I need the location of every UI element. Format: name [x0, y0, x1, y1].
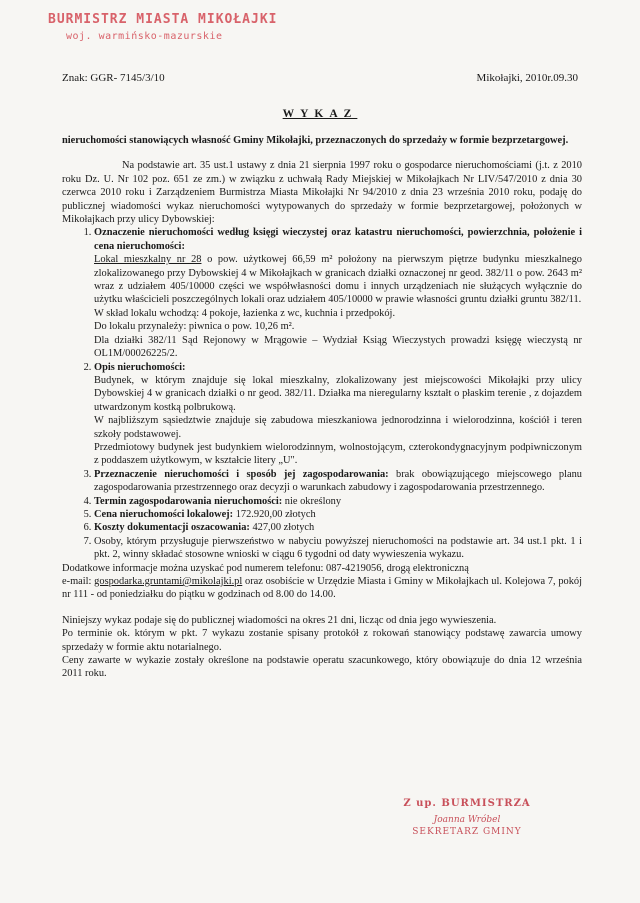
office-stamp: [48, 12, 278, 42]
item-4-text: nie określony: [282, 495, 342, 507]
document-meta: [62, 72, 578, 84]
item-5-heading: Cena nieruchomości lokalowej:: [94, 508, 234, 520]
signature-line-1: Z up. BURMISTRZA: [403, 798, 531, 809]
list-item: [94, 535, 582, 562]
contact-rest: oraz osobiście w Urzędzie Miasta i Gminy w Mikołajkach ul. Kolejowa 7, pokój nr 111 - od poniedziałku do piątku w godzinach od 8.00 do 14.00.: [62, 576, 582, 601]
item-1-rooms: W skład lokalu wchodzą: 4 pokoje, łazienka z wc, kuchnia i przedpokój.: [94, 307, 396, 319]
signature-stamp: [392, 798, 542, 837]
list-item: [94, 495, 582, 508]
signature-line-2: Joanna Wróbel: [433, 815, 501, 825]
subtitle: nieruchomości stanowiących własność Gminy Mikołajki, przeznaczonych do sprzedaży w formie bezprzetargowej.: [62, 135, 569, 146]
item-7-text: Osoby, którym przysługuje pierwszeństwo w nabyciu powyższej nieruchomości na podstawie art. 34 ust.1 pkt. 1 i pkt. 2, winny składać stosowne wnioski w ciągu 6 tygodni od daty wywieszenia wykazu.: [94, 535, 582, 561]
contact-email-label: e-mail:: [62, 576, 95, 587]
signature-line-3: SEKRETARZ GMINY: [412, 827, 522, 837]
item-1-cellar: Do lokalu przynależy: piwnica o pow. 10,26 m².: [94, 321, 295, 333]
reference-sign: Znak: GGR- 7145/3/10: [62, 72, 165, 84]
document-body: [62, 134, 582, 681]
contact-email-link[interactable]: gospodarka.gruntami@mikolajki.pl: [94, 576, 243, 587]
item-6-heading: Koszty dokumentacji oszacowania:: [94, 522, 250, 534]
contact-info: [62, 562, 582, 602]
list-item: [94, 468, 582, 495]
item-1-land-registry: Dla działki 382/11 Sąd Rejonowy w Mrągowie – Wydział Ksiąg Wieczystych prowadzi księgę wieczystą nr OL1M/00026225/2.: [94, 334, 582, 360]
place-date: Mikołajki, 2010r.09.30: [476, 72, 578, 84]
list-item: [94, 361, 582, 468]
stamp-line-1: BURMISTRZ MIASTA MIKOŁAJKI: [48, 12, 278, 27]
document-title: WYKAZ: [282, 108, 358, 120]
closing-paragraph-1: Niniejszy wykaz podaje się do publicznej wiadomości na okres 21 dni, licząc od dnia jego wywieszenia.: [62, 614, 497, 626]
stamp-line-2: woj. warmińsko-mazurskie: [66, 31, 223, 42]
closing-paragraph-2: Po terminie ok. którym w pkt. 7 wykazu zostanie spisany protokół z rokowań stanowiący podstawę zawarcia umowy sprzedaży w formie aktu notarialnego.: [62, 628, 582, 653]
item-2-para-2: W najbliższym sąsiedztwie znajduje się zabudowa mieszkaniowa jednorodzinna i wielorodzinna, kościół i teren szkoły podstawowej.: [94, 415, 582, 440]
item-6-text: 427,00 złotych: [249, 522, 315, 534]
item-5-text: 172.920,00 złotych: [233, 508, 316, 520]
item-4-heading: Termin zagospodarowania nieruchomości:: [94, 495, 283, 507]
item-1-unit: Lokal mieszkalny nr 28: [94, 254, 202, 266]
closing-paragraph-3: Ceny zawarte w wykazie zostały określone na podstawie operatu szacunkowego, który obowiązuje do dnia 12 września 2011 roku.: [62, 655, 582, 680]
item-2-para-1: Budynek, w którym znajduje się lokal mieszkalny, zlokalizowany jest miejscowości Mikołajki przy ulicy Dybowskiej 4 w granicach działki o nr geod. 382/11. Działka ma nieregularny kształt o płaskim terenie , z dojazdem utwardzonym kostką polbrukową.: [94, 374, 582, 413]
contact-line-1: Dodatkowe informacje można uzyskać pod numerem telefonu: 087-4219056, drogą elektroniczną: [62, 562, 469, 574]
items-list: [62, 226, 582, 561]
item-1-text: o pow. użytkowej 66,59 m² położony na pierwszym piętrze budynku mieszkalnego zlokalizowanego przy Dybowskiej 4 w Mikołajkach w granicach działki oznaczonej nr geod. 382/11 o pow. 2643 m² wraz z udziałem 405/10000 części we współwłasności domu i innych urządzeniach nie służących wyłącznie do użytku właścicieli poszczególnych lokali oraz udziałem 405/10000 w prawie własności gruntu działki gruntu 382/11.: [94, 254, 582, 306]
item-2-para-3: Przedmiotowy budynek jest budynkiem wielorodzinnym, wolnostojącym, czterokondygnacyjnym podpiwniczonym z poddaszem użytkowym, w kształcie litery „U".: [94, 441, 582, 467]
intro-paragraph: Na podstawie art. 35 ust.1 ustawy z dnia 21 sierpnia 1997 roku o gospodarce nieruchomościami (j.t. z 2010 roku Dz. U. Nr 102 poz. 651 ze zm.) w związku z uchwałą Rady Miejskiej w Mikołajkach Nr LIV/547/2010 z dnia 30 czerwca 2010 roku i Zarządzeniem Burmistrza Miasta Mikołajki Nr 94/2010 z dnia 23 września 2010 roku, podaję do publicznej wiadomości wykaz nieruchomości wytypowanych do sprzedaży w formie bezprzetargowej, położonych w Mikołajkach przy ulicy Dybowskiej:: [62, 160, 582, 226]
item-2-heading: Opis nieruchomości:: [94, 361, 186, 373]
item-3-text: brak obowiązującego miejscowego planu zagospodarowania przestrzennego oraz decyzji o warunkach zabudowy i zagospodarowania przestrzennego.: [94, 468, 582, 494]
item-1-heading: Oznaczenie nieruchomości według księgi wieczystej oraz katastru nieruchomości, powierzchnia, położenie i cena nieruchomości:: [94, 227, 582, 252]
list-item: [94, 521, 582, 534]
list-item: [94, 226, 582, 360]
item-3-heading: Przeznaczenie nieruchomości i sposób jej zagospodarowania:: [94, 468, 389, 480]
list-item: [94, 508, 582, 521]
